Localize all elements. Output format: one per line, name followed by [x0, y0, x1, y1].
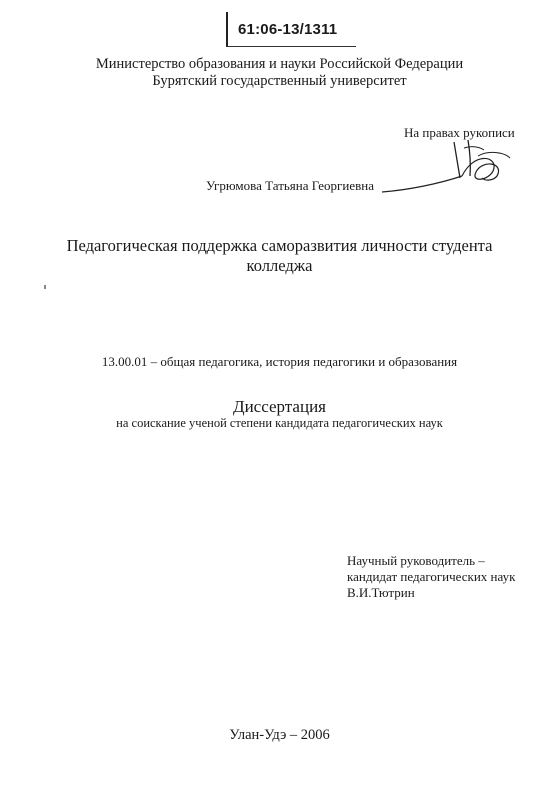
thesis-title-line-2: колледжа	[246, 256, 313, 275]
place-and-year: Улан-Удэ – 2006	[229, 727, 330, 743]
university-name: Бурятский государственный университет	[152, 73, 407, 89]
rights-note: На правах рукописи	[404, 125, 515, 140]
scan-speck	[44, 285, 46, 289]
supervisor-role: Научный руководитель –	[347, 553, 485, 568]
supervisor-name: В.И.Тютрин	[347, 585, 415, 600]
ministry-name: Министерство образования и науки Российской Федерации	[95, 56, 464, 72]
supervisor-rank: кандидат педагогических наук	[347, 569, 516, 584]
thesis-title-line-1: Педагогическая поддержка саморазвития личности студента	[66, 236, 493, 255]
thesis-title	[0, 236, 559, 276]
register-code: 61:06-13/1311	[238, 21, 338, 38]
supervisor-block	[347, 553, 515, 601]
document-type: Диссертация	[232, 397, 326, 416]
degree-statement: на соискание ученой степени кандидата педагогических наук	[116, 416, 443, 430]
specialty-code: 13.00.01 – общая педагогика, история педагогики и образования	[101, 354, 458, 369]
author-name: Угрюмова Татьяна Георгиевна	[206, 178, 374, 193]
handwritten-signature	[378, 132, 518, 202]
